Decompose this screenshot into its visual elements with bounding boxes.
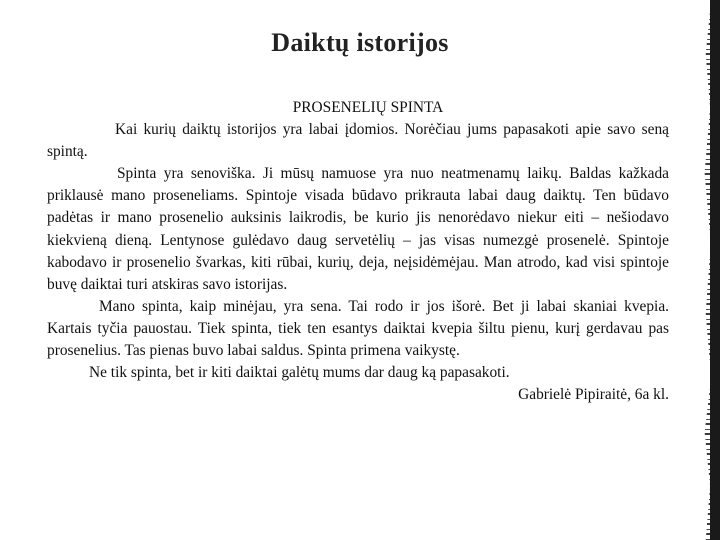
- page-title: Daiktų istorijos: [271, 28, 449, 57]
- paragraph-2: Spinta yra senoviška. Ji mūsų namuose yra nuo neatmenamų laikų. Baldas kažkada priklausė mano proseneliams. Spintoje visada būdavo prikrauta labai daug daiktų. Ten būdavo padėtas ir mano prosenelio auksinis laikrodis, be kurio jis nenorėdavo niekur eiti – nešiodavo kiekvieną dieną. Lentynose gulėdavo daug servetėlių – jas visas numezgė prosenelė. Spintoje kabodavo ir prosenelio švarkas, kiti rūbai, kurių, deja, neįsidėmėjau. Man atrodo, kad visi spintoje buvę daiktai turi atskiras savo istorijas.: [47, 165, 669, 293]
- paragraph-4: Ne tik spinta, bet ir kiti daiktai galėtų mums dar daug ką papasakoti.: [89, 364, 510, 382]
- paragraph-3: Mano spinta, kaip minėjau, yra sena. Tai rodo ir jos išorė. Bet ji labai skaniai kvepia. Kartais tyčia pauostau. Tiek spinta, tiek ten esantys daiktai kvepia šiltu pienu, kurį gerdavau pas prosenelius. Tas pienas buvo labai saldus. Spinta primena vaikystę.: [47, 297, 669, 360]
- author-signature: Gabrielė Pipiraitė, 6a kl.: [518, 386, 669, 404]
- decorative-edge-strip: [710, 0, 720, 540]
- document-body: [47, 97, 669, 406]
- paragraph-1: Kai kurių daiktų istorijos yra labai įdomios. Norėčiau jums papasakoti apie savo seną spintą.: [47, 121, 669, 161]
- story-heading: PROSENELIŲ SPINTA: [292, 99, 444, 116]
